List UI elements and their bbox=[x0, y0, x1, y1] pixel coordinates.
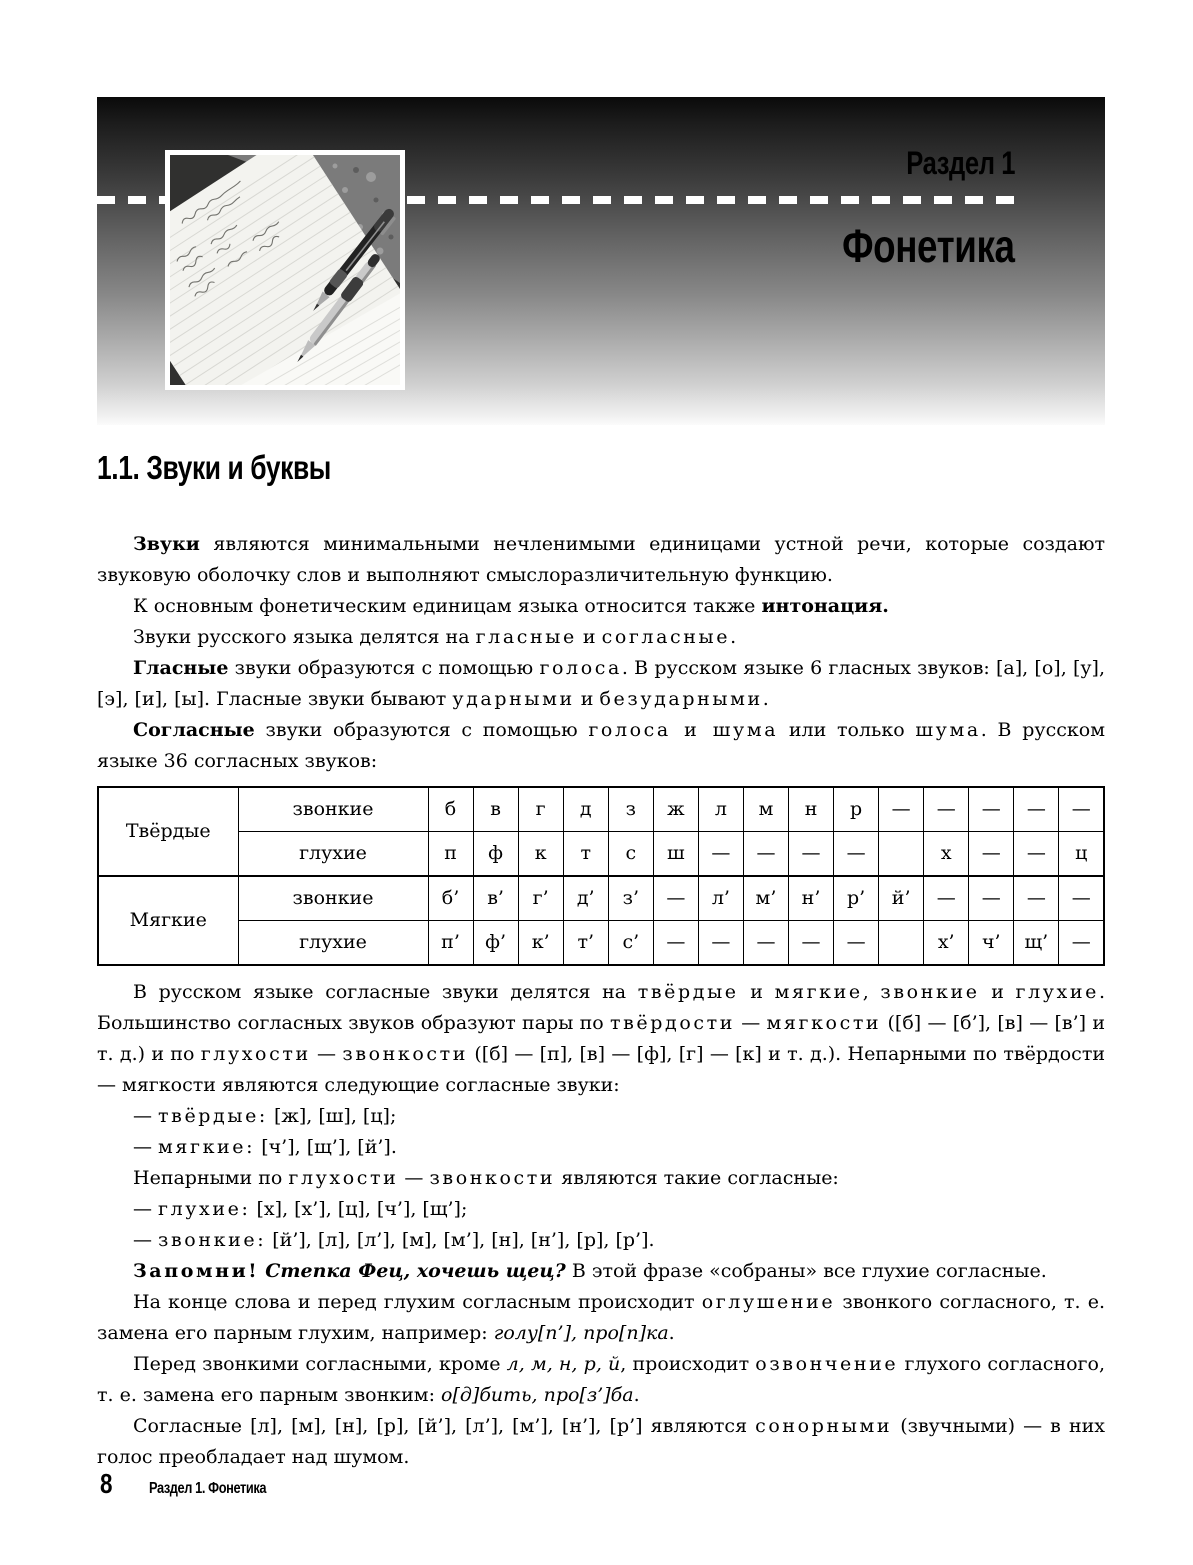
paragraph bbox=[97, 591, 1105, 622]
sound-cell: в bbox=[473, 787, 518, 832]
text-segment: [ж], [ш], [ц]; bbox=[267, 1105, 397, 1127]
sound-cell: ш bbox=[653, 832, 698, 877]
text-segment: глухого согласного, т. е. замена его парным звонким: bbox=[97, 1353, 1105, 1406]
text-segment: Гласные bbox=[133, 657, 229, 679]
sound-cell: ч’ bbox=[969, 921, 1014, 966]
text-segment: звуки образуются с помощью bbox=[228, 657, 540, 679]
sound-cell: — bbox=[879, 787, 924, 832]
text-segment: звонкого согласного, т. е. замена его парным глухим, например: bbox=[97, 1291, 1105, 1344]
sound-cell: ц bbox=[1059, 832, 1104, 877]
text-segment: Степка Фец, хочешь щец? bbox=[265, 1260, 566, 1282]
text-segment: голоса и шума bbox=[588, 719, 779, 741]
text-segment: согласные bbox=[601, 626, 731, 648]
text-segment: л, м, н, р, й bbox=[506, 1353, 621, 1375]
sound-cell: г’ bbox=[518, 876, 563, 921]
text-segment: . bbox=[762, 688, 769, 710]
sound-cell: — bbox=[969, 787, 1014, 832]
text-segment: мягкости bbox=[766, 1012, 882, 1034]
paragraph bbox=[97, 1194, 1105, 1225]
voicing-label-cell: звонкие bbox=[238, 787, 428, 832]
page-footer bbox=[100, 1468, 295, 1500]
sound-cell: — bbox=[1014, 787, 1059, 832]
sound-cell: п bbox=[428, 832, 473, 877]
paragraph bbox=[97, 1163, 1105, 1194]
text-segment: звонкие: bbox=[158, 1229, 267, 1251]
sound-cell: — bbox=[653, 876, 698, 921]
paragraph bbox=[97, 1101, 1105, 1132]
text-segment: сонорными bbox=[755, 1415, 893, 1437]
voicing-label-cell: звонкие bbox=[238, 876, 428, 921]
sound-cell: — bbox=[969, 832, 1014, 877]
sound-cell: н’ bbox=[789, 876, 834, 921]
sound-cell: — bbox=[969, 876, 1014, 921]
sound-cell: — bbox=[698, 832, 743, 877]
sound-cell: б’ bbox=[428, 876, 473, 921]
text-segment: о[д]бить, про[з’]ба bbox=[441, 1384, 634, 1406]
voicing-label-cell: глухие bbox=[238, 832, 428, 877]
text-segment: и bbox=[576, 626, 602, 648]
paragraph bbox=[97, 622, 1105, 653]
text-segment: или только bbox=[778, 719, 916, 741]
sound-cell: ф bbox=[473, 832, 518, 877]
text-segment: . В русском языке 36 согласных звуков: bbox=[97, 719, 1105, 772]
text-segment: К основным фонетическим единицам языка относится также bbox=[133, 595, 762, 617]
text-segment: глухие bbox=[1015, 981, 1099, 1003]
text-segment: — bbox=[310, 1043, 343, 1065]
sound-cell bbox=[879, 832, 924, 877]
text-segment: ([б] — [п], [в] — [ф], [г] — [к] и т. д.). Непарными по твёрдости — мягкости являются следующие согласные звуки: bbox=[97, 1043, 1105, 1096]
text-segment: озвончение bbox=[755, 1353, 899, 1375]
text-segment: Непарными по bbox=[133, 1167, 289, 1189]
sound-cell: н bbox=[789, 787, 834, 832]
text-segment: — bbox=[133, 1229, 159, 1251]
text-segment: , bbox=[862, 981, 881, 1003]
chapter-banner bbox=[97, 97, 1105, 425]
text-segment: [х], [х’], [ц], [ч’], [щ’]; bbox=[250, 1198, 468, 1220]
text-segment: звуки образуются с помощью bbox=[254, 719, 589, 741]
text-segment: гласные bbox=[475, 626, 577, 648]
sound-cell: п’ bbox=[428, 921, 473, 966]
text-segment: . bbox=[730, 626, 737, 648]
text-segment: . bbox=[668, 1322, 675, 1344]
sound-cell: х bbox=[924, 832, 969, 877]
text-segment: звонкости bbox=[342, 1043, 469, 1065]
sound-cell: — bbox=[834, 921, 879, 966]
sound-cell: т’ bbox=[563, 921, 608, 966]
paragraph-block-before bbox=[97, 529, 1105, 777]
text-segment: голу[п’], про[п]ка bbox=[493, 1322, 669, 1344]
sound-cell: в’ bbox=[473, 876, 518, 921]
text-segment: оглушение bbox=[701, 1291, 836, 1313]
text-segment: — bbox=[398, 1167, 430, 1189]
text-segment: твёрдости bbox=[610, 1012, 735, 1034]
table-row bbox=[98, 787, 1104, 832]
text-segment: Согласные [л], [м], [н], [р], [й’], [л’], [м’], [н’], [р’] являются bbox=[133, 1415, 756, 1437]
text-segment: — bbox=[734, 1012, 767, 1034]
page-number: 8 bbox=[100, 1468, 113, 1499]
chapter-title: Фонетика bbox=[842, 220, 1015, 272]
text-segment: Перед звонкими согласными, кроме bbox=[133, 1353, 507, 1375]
sound-cell: р bbox=[834, 787, 879, 832]
text-segment: мягкие: bbox=[158, 1136, 256, 1158]
sound-cell: ф’ bbox=[473, 921, 518, 966]
text-segment: В этой фразе «собраны» все глухие согласные. bbox=[565, 1260, 1047, 1282]
sound-cell: л’ bbox=[698, 876, 743, 921]
sound-cell: т bbox=[563, 832, 608, 877]
text-segment: глухости bbox=[288, 1167, 399, 1189]
text-segment: Запомни! bbox=[133, 1260, 260, 1282]
text-segment: голоса bbox=[539, 657, 622, 679]
text-segment: ударными bbox=[452, 688, 575, 710]
sound-cell: — bbox=[653, 921, 698, 966]
sound-cell: з’ bbox=[608, 876, 653, 921]
section-heading: 1.1. Звуки и буквы bbox=[97, 449, 331, 486]
text-segment: На конце слова и перед глухим согласным происходит bbox=[133, 1291, 702, 1313]
text-segment: В русском языке согласные звуки делятся на bbox=[133, 981, 638, 1003]
paragraph bbox=[97, 1225, 1105, 1256]
table-row bbox=[98, 876, 1104, 921]
sound-cell: — bbox=[834, 832, 879, 877]
sound-cell: — bbox=[924, 787, 969, 832]
body-text bbox=[97, 529, 1105, 1473]
text-segment: глухие: bbox=[158, 1198, 251, 1220]
sound-cell: — bbox=[743, 832, 788, 877]
sound-cell: — bbox=[789, 832, 834, 877]
text-segment: звонкости bbox=[429, 1167, 556, 1189]
text-segment: и bbox=[574, 688, 600, 710]
sound-cell: щ’ bbox=[1014, 921, 1059, 966]
text-segment: . bbox=[633, 1384, 640, 1406]
section-label: Раздел 1 bbox=[906, 145, 1015, 181]
text-segment: — bbox=[133, 1198, 159, 1220]
sound-cell: м’ bbox=[743, 876, 788, 921]
sound-cell: д bbox=[563, 787, 608, 832]
text-segment: интонация. bbox=[761, 595, 889, 617]
sound-cell: х’ bbox=[924, 921, 969, 966]
text-segment: мягкие bbox=[774, 981, 863, 1003]
text-segment: . В русском языке 6 гласных звуков: [а], [о], [у], [э], [и], [ы]. Гласные звуки бывают bbox=[97, 657, 1105, 710]
paragraph bbox=[97, 1411, 1105, 1473]
paragraph bbox=[97, 715, 1105, 777]
consonant-table bbox=[97, 786, 1105, 966]
sound-cell: — bbox=[1059, 921, 1104, 966]
hardness-label-cell: Твёрдые bbox=[98, 787, 238, 876]
paragraph bbox=[97, 1256, 1105, 1287]
text-segment: Звуки русского языка делятся на bbox=[133, 626, 476, 648]
text-segment: — bbox=[133, 1136, 159, 1158]
sound-cell: — bbox=[1059, 876, 1104, 921]
sound-cell: — bbox=[789, 921, 834, 966]
text-segment: Звуки bbox=[133, 533, 200, 555]
text-segment: являются такие согласные: bbox=[555, 1167, 839, 1189]
text-segment: , происходит bbox=[620, 1353, 756, 1375]
sound-cell: — bbox=[1014, 832, 1059, 877]
text-segment: шума bbox=[915, 719, 981, 741]
hardness-label-cell: Мягкие bbox=[98, 876, 238, 965]
table-row bbox=[98, 832, 1104, 877]
sound-cell: м bbox=[743, 787, 788, 832]
text-segment: и bbox=[738, 981, 775, 1003]
text-segment: (звучными) — в них голос преобладает над шумом. bbox=[97, 1415, 1105, 1468]
sound-cell: д’ bbox=[563, 876, 608, 921]
text-segment: твёрдые: bbox=[158, 1105, 268, 1127]
paragraph bbox=[97, 977, 1105, 1101]
paragraph bbox=[97, 1287, 1105, 1349]
sound-cell: к’ bbox=[518, 921, 563, 966]
sound-cell: б bbox=[428, 787, 473, 832]
text-segment: и bbox=[979, 981, 1016, 1003]
text-segment: [ч’], [щ’], [й’]. bbox=[255, 1136, 397, 1158]
sound-cell: — bbox=[743, 921, 788, 966]
text-segment: являются минимальными нечленимыми единицами устной речи, которые создают звуковую оболочку слов и выполняют смыслоразличительную функцию. bbox=[97, 533, 1105, 586]
paragraph bbox=[97, 1349, 1105, 1411]
sound-cell: с’ bbox=[608, 921, 653, 966]
table-row bbox=[98, 921, 1104, 966]
sound-cell: — bbox=[1014, 876, 1059, 921]
text-segment: [й’], [л], [л’], [м], [м’], [н], [н’], [р], [р’]. bbox=[266, 1229, 655, 1251]
paragraph bbox=[97, 1132, 1105, 1163]
text-segment: звонкие bbox=[880, 981, 980, 1003]
sound-cell: р’ bbox=[834, 876, 879, 921]
sound-cell: л bbox=[698, 787, 743, 832]
sound-cell: — bbox=[1059, 787, 1104, 832]
notebook-photo bbox=[165, 150, 405, 390]
sound-cell: — bbox=[698, 921, 743, 966]
running-title: Раздел 1. Фонетика bbox=[149, 1480, 267, 1497]
sound-cell: с bbox=[608, 832, 653, 877]
sound-cell: г bbox=[518, 787, 563, 832]
text-segment: твёрдые bbox=[637, 981, 739, 1003]
sound-cell: — bbox=[924, 876, 969, 921]
sound-cell: й’ bbox=[879, 876, 924, 921]
paragraph bbox=[97, 653, 1105, 715]
voicing-label-cell: глухие bbox=[238, 921, 428, 966]
text-segment: Согласные bbox=[133, 719, 255, 741]
text-segment: . Большинство согласных звуков образуют пары по bbox=[97, 981, 1105, 1034]
text-segment: — bbox=[133, 1105, 159, 1127]
sound-cell: ж bbox=[653, 787, 698, 832]
paragraph-block-after bbox=[97, 977, 1105, 1473]
text-segment: глухости bbox=[200, 1043, 311, 1065]
text-segment: ([б] — [б’], [в] — [в’] и т. д.) и по bbox=[97, 1012, 1105, 1065]
sound-cell: з bbox=[608, 787, 653, 832]
text-segment: безударными bbox=[599, 688, 763, 710]
paragraph bbox=[97, 529, 1105, 591]
sound-cell bbox=[879, 921, 924, 966]
sound-cell: к bbox=[518, 832, 563, 877]
notebook-photo-image bbox=[170, 155, 400, 385]
